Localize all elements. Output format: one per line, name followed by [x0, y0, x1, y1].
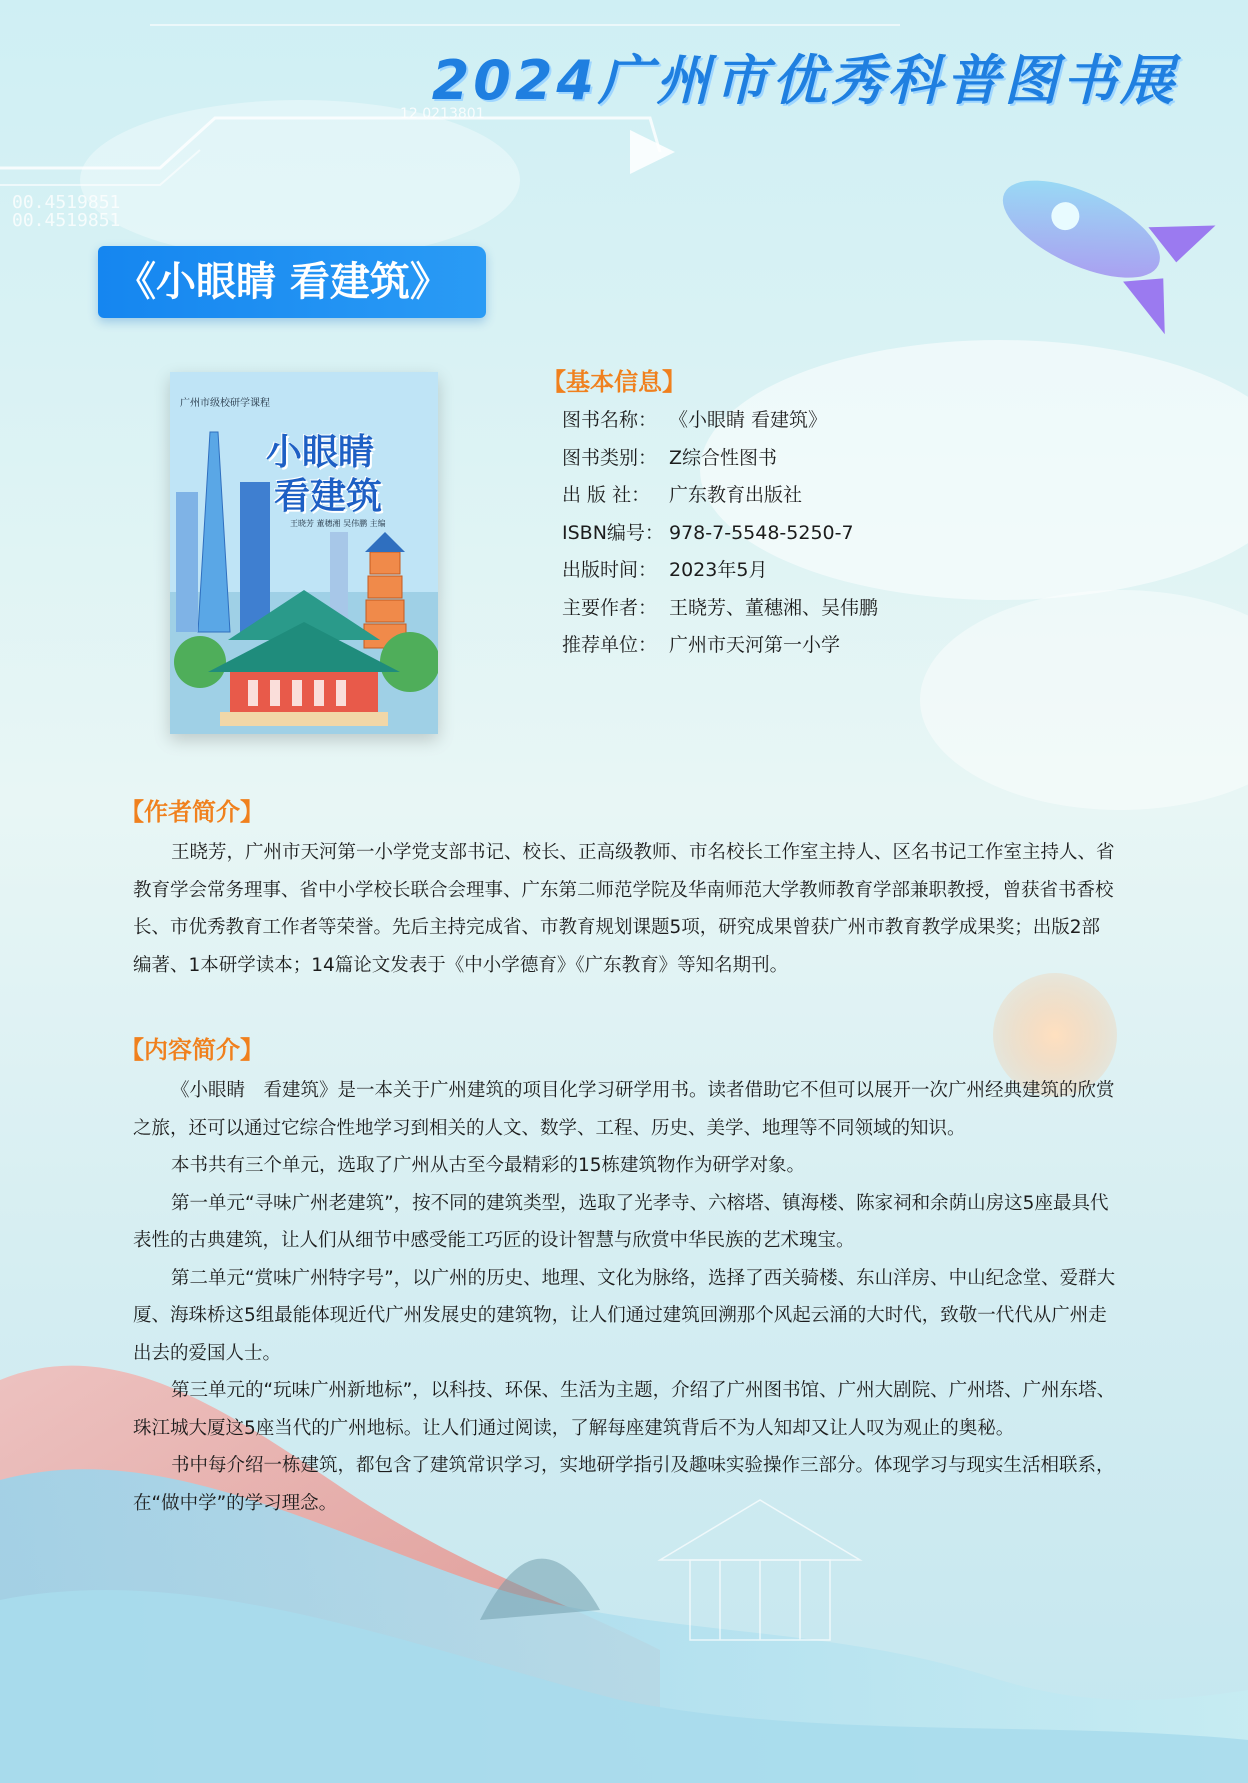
- basic-info-list: [562, 402, 878, 665]
- cover-title-line1: 小眼睛: [266, 432, 375, 473]
- book-title-banner: 《小眼睛 看建筑》: [98, 246, 486, 318]
- deco-code-1: 00.4519851: [12, 192, 121, 213]
- book-cover: [170, 372, 438, 734]
- info-label: 推荐单位：: [562, 634, 658, 656]
- info-label: 图书名称：: [562, 409, 658, 431]
- content-para-2: 本书共有三个单元，选取了广州从古至今最精彩的15栋建筑物作为研学对象。: [171, 1155, 806, 1176]
- author-intro-text: 王晓芳，广州市天河第一小学党支部书记、校长、正高级教师、市名校长工作室主持人、区名书记工作室主持人、省教育学会常务理事、省中小学校长联合会理事、广东第二师范学院及华南师范大学教师教育学部兼职教授，曾获省书香校长、市优秀教育工作者等荣誉。先后主持完成省、市教育规划课题5项，研究成果曾获广州市教育教学成果奖；出版2部编著、1本研学读本；14篇论文发表于《中小学德育》《广东教育》等知名期刊。: [133, 842, 1115, 976]
- content-intro-heading: 【内容简介】: [120, 1036, 264, 1064]
- info-label: ISBN编号：: [562, 521, 664, 544]
- content-para-6: 书中每介绍一栋建筑，都包含了建筑常识学习，实地研学指引及趣味实验操作三部分。体现学习与现实生活相联系，在“做中学”的学习理念。: [133, 1455, 1115, 1514]
- info-value: 《小眼睛 看建筑》: [669, 409, 828, 431]
- header-code: 12 0213801: [400, 106, 485, 122]
- info-value: 王晓芳、董穗湘、吴伟鹏: [669, 596, 879, 619]
- info-value: Z综合性图书: [669, 446, 778, 469]
- info-row-publisher: [562, 477, 878, 515]
- info-row-authors: [562, 590, 878, 628]
- cover-editors: 王晓芳 董穗湘 吴伟鹏 主编: [290, 519, 386, 528]
- author-intro-heading: 【作者简介】: [120, 798, 264, 826]
- info-row-recommender: [562, 627, 878, 665]
- info-row-category: [562, 440, 878, 478]
- info-value: 978-7-5548-5250-7: [669, 521, 854, 544]
- content-para-4: 第二单元“赏味广州特字号”，以广州的历史、地理、文化为脉络，选择了西关骑楼、东山洋房、中山纪念堂、爱群大厦、海珠桥这5组最能体现近代广州发展史的建筑物，让人们通过建筑回溯那个风起云涌的大时代，致敬一代代从广州走出去的爱国人士。: [133, 1267, 1116, 1364]
- content-para-1: 《小眼睛 看建筑》是一本关于广州建筑的项目化学习研学用书。读者借助它不但可以展开一次广州经典建筑的欣赏之旅，还可以通过它综合性地学习到相关的人文、数学、工程、历史、美学、地理等不同领域的知识。: [133, 1080, 1115, 1139]
- info-value: 广东教育出版社: [669, 484, 803, 506]
- info-row-isbn: [562, 515, 878, 553]
- content-para-5: 第三单元的“玩味广州新地标”，以科技、环保、生活为主题，介绍了广州图书馆、广州大剧院、广州塔、广州东塔、珠江城大厦这5座当代的广州地标。让人们通过阅读，了解每座建筑背后不为人知却又让人叹为观止的奥秘。: [133, 1380, 1116, 1439]
- info-row-title: [562, 402, 878, 440]
- info-label: 出版时间：: [562, 559, 658, 581]
- info-value: 2023年5月: [669, 559, 768, 581]
- cover-title-line2: 看建筑: [274, 476, 383, 517]
- info-label: 图书类别：: [562, 446, 658, 469]
- info-label: 主要作者：: [562, 596, 658, 619]
- basic-info-heading: 【基本信息】: [542, 368, 686, 396]
- deco-code-2: 00.4519851: [12, 210, 121, 231]
- info-row-date: [562, 552, 878, 590]
- content-para-3: 第一单元“寻味广州老建筑”，按不同的建筑类型，选取了光孝寺、六榕塔、镇海楼、陈家祠和余荫山房这5座最具代表性的古典建筑，让人们从细节中感受能工巧匠的设计智慧与欣赏中华民族的艺术瑰宝。: [133, 1192, 1109, 1251]
- exhibition-title: 2024广州市优秀科普图书展: [431, 49, 1178, 112]
- cover-series-label: 广州市级校研学课程: [180, 398, 270, 409]
- info-value: 广州市天河第一小学: [669, 634, 841, 656]
- info-label: 出 版 社：: [562, 484, 651, 506]
